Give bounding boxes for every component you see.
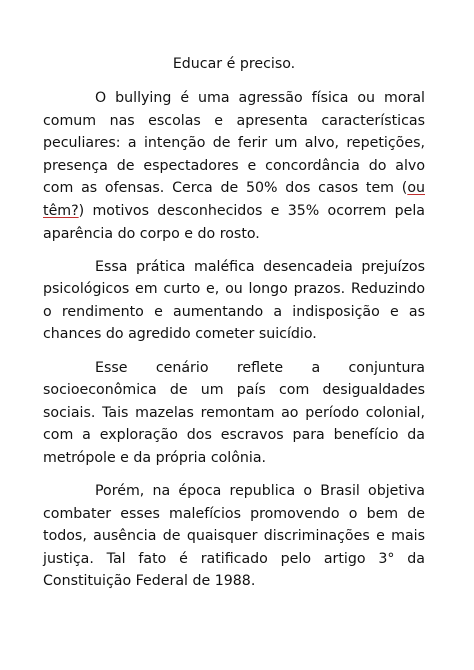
paragraph-2: Essa prática maléfica desencadeia prejuízos psicológicos em curto e, ou longo prazos. Reduzindo o rendimento e aumentando a indisposição e as chances do agredido cometer suicídio.	[43, 258, 425, 343]
document-title: Educar é preciso.	[172, 56, 296, 72]
paragraph-1-text-start: O bullying é uma agressão física ou moral comum nas escolas e apresenta características peculiares: a intenção de ferir um alvo, repetições, presença de espectadores e concordância do alvo com as ofensas. Cerca de 50% dos casos tem (	[43, 90, 425, 197]
paragraph-1	[43, 87, 425, 245]
paragraph-4: Porém, na época republica o Brasil objetiva combater esses malefícios promovendo o bem de todos, ausência de quaisquer discriminações e mais justiça. Tal fato é ratificado pelo artigo 3° da Constituição Federal de 1988.	[43, 483, 425, 590]
paragraph-3: Esse cenário reflete a conjuntura socioeconômica de um país com desigualdades sociais. Tais mazelas remontam ao período colonial, com a exploração dos escravos para benefício da metrópole e da própria colônia.	[43, 359, 425, 466]
paragraph-1-text-end: ) motivos desconhecidos e 35% ocorrem pela aparência do corpo e do rosto.	[43, 202, 425, 242]
underlined-correction-note: ou têm?	[43, 180, 425, 219]
